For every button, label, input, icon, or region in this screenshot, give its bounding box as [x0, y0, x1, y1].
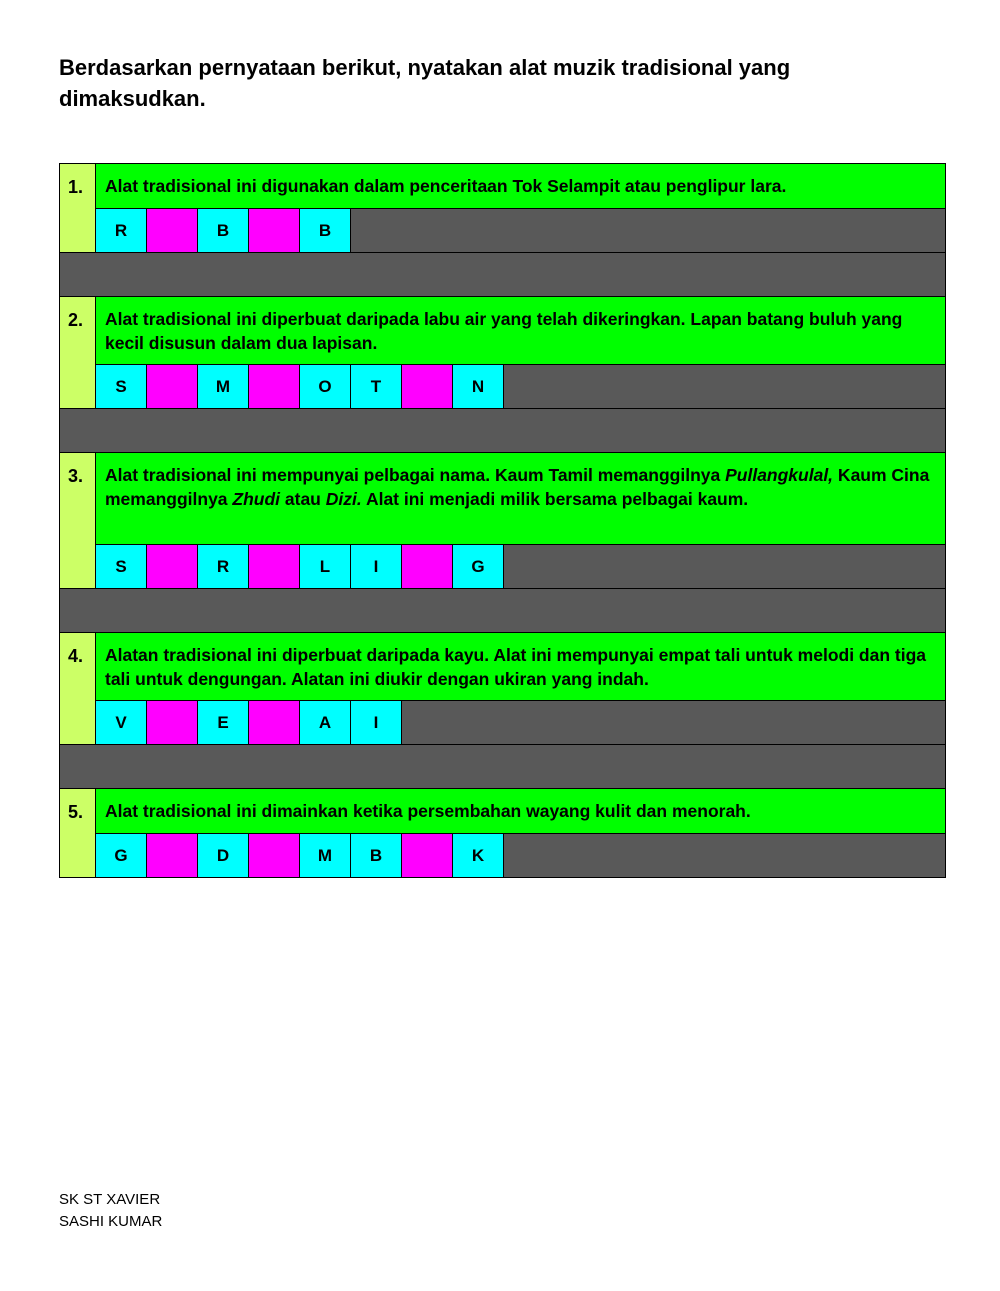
blank-box[interactable] — [147, 365, 198, 408]
letter-box: N — [453, 365, 504, 408]
letter-box: L — [300, 545, 351, 588]
letter-box: B — [351, 834, 402, 877]
question-table — [59, 163, 946, 878]
blank-box[interactable] — [402, 834, 453, 877]
letter-box: T — [351, 365, 402, 408]
question-4 — [60, 633, 945, 744]
letter-box: K — [453, 834, 504, 877]
question-1 — [60, 164, 945, 252]
question-text: Alat tradisional ini dimainkan ketika persembahan wayang kulit dan menorah. — [96, 789, 945, 834]
letter-box: S — [96, 365, 147, 408]
question-2 — [60, 297, 945, 408]
blank-box[interactable] — [147, 701, 198, 744]
letter-box: B — [300, 209, 351, 252]
blank-box[interactable] — [249, 209, 300, 252]
letter-box: M — [300, 834, 351, 877]
letter-box: D — [198, 834, 249, 877]
question-text: Alat tradisional ini mempunyai pelbagai nama. Kaum Tamil memanggilnya Pullangkulal, Kaum Cina memanggilnya Zhudi atau Dizi. Alat ini menjadi milik bersama pelbagai kaum. — [96, 453, 945, 545]
answer-row — [96, 209, 945, 252]
letter-box: R — [96, 209, 147, 252]
question-number: 2. — [60, 297, 96, 408]
spacer-row — [60, 252, 945, 297]
answer-row — [96, 701, 945, 744]
question-3 — [60, 453, 945, 588]
spacer-row — [60, 588, 945, 633]
question-5 — [60, 789, 945, 877]
blank-box[interactable] — [249, 545, 300, 588]
spacer-row — [60, 744, 945, 789]
letter-box: G — [453, 545, 504, 588]
letter-box: V — [96, 701, 147, 744]
blank-box[interactable] — [249, 701, 300, 744]
question-number: 5. — [60, 789, 96, 877]
blank-box[interactable] — [147, 209, 198, 252]
question-number: 1. — [60, 164, 96, 252]
answer-row — [96, 545, 945, 588]
blank-box[interactable] — [147, 834, 198, 877]
school-name: SK ST XAVIER — [59, 1191, 161, 1208]
answer-row — [96, 834, 945, 877]
answer-row — [96, 365, 945, 408]
question-text: Alatan tradisional ini diperbuat daripada kayu. Alat ini mempunyai empat tali untuk melodi dan tiga tali untuk dengungan. Alatan ini diukir dengan ukiran yang indah. — [96, 633, 945, 701]
blank-box[interactable] — [249, 365, 300, 408]
author-name: SASHI KUMAR — [59, 1213, 163, 1230]
page-title: Berdasarkan pernyataan berikut, nyatakan alat muzik tradisional yang dimaksudkan. — [59, 55, 791, 111]
letter-box: B — [198, 209, 249, 252]
blank-box[interactable] — [402, 545, 453, 588]
blank-box[interactable] — [249, 834, 300, 877]
letter-box: O — [300, 365, 351, 408]
letter-box: I — [351, 701, 402, 744]
footer — [59, 1189, 162, 1233]
spacer-row — [60, 408, 945, 453]
letter-box: R — [198, 545, 249, 588]
letter-box: E — [198, 701, 249, 744]
letter-box: A — [300, 701, 351, 744]
letter-box: I — [351, 545, 402, 588]
blank-box[interactable] — [402, 365, 453, 408]
question-number: 3. — [60, 453, 96, 588]
letter-box: S — [96, 545, 147, 588]
question-text: Alat tradisional ini digunakan dalam penceritaan Tok Selampit atau penglipur lara. — [96, 164, 945, 209]
question-text: Alat tradisional ini diperbuat daripada labu air yang telah dikeringkan. Lapan batang buluh yang kecil disusun dalam dua lapisan. — [96, 297, 945, 365]
letter-box: M — [198, 365, 249, 408]
letter-box: G — [96, 834, 147, 877]
question-number: 4. — [60, 633, 96, 744]
blank-box[interactable] — [147, 545, 198, 588]
